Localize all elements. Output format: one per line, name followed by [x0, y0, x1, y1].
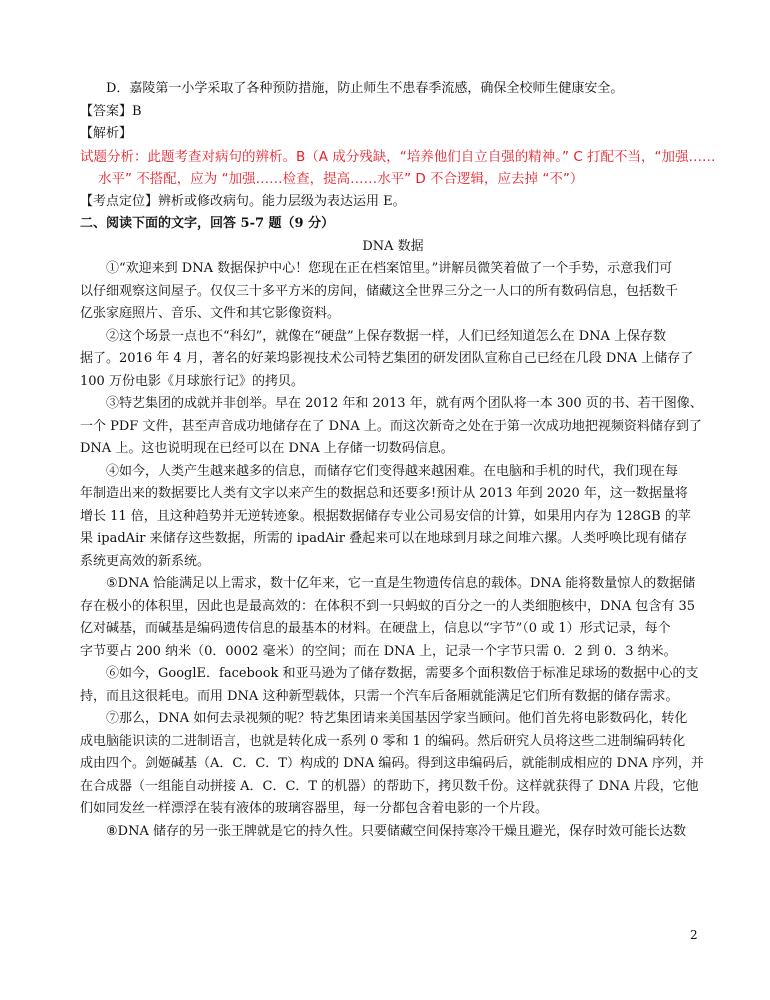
text-line: 据了。2016 年 4 月，著名的好莱坞影视技术公司特艺集团的研发团队宣称自己已经在几段 DNA 上储存了 [80, 351, 694, 366]
text-line: ⑥如今，GooglE．facebook 和亚马逊为了储存数据，需要多个面积数倍于标准足球场的数据中心的支 [106, 666, 699, 681]
text-line: 持，而且这很耗电。而用 DNA 这种新型载体，只需一个汽车后备厢就能满足它们所有数据的储存需求。 [80, 688, 679, 704]
page-content [80, 78, 716, 843]
text-line: ⑧DNA 储存的另一张王牌就是它的持久性。只要储藏空间保持寒冷干燥且避光，保存时效可能长达数 [106, 823, 686, 839]
analysis-text-line: 水平” 不搭配，应为 “加强……检查，提高……水平” D 不合逻辑，应去掉 “不”） [98, 171, 584, 187]
analysis-text-line: 试题分析：此题考查对病句的辨析。B（A 成分残缺，“培养他们自立自强的精神。” C 打配不当，“加强…… [80, 148, 716, 165]
text-line: 成电脑能识读的二进制语言，也就是转化成一系列 0 零和 1 的编码。然后研究人员将这些二进制编码转化 [80, 733, 686, 749]
text-line: ①“欢迎来到 DNA 数据保护中心！您现在正在档案馆里。”讲解员微笑着做了一个手势，示意我们可 [106, 261, 673, 276]
text-line: 存在极小的体积里，因此也是最高效的：在体积不到一只蚂蚁的百分之一的人类细胞核中，DNA 包含有 35 [80, 598, 695, 614]
text-line: 成由四个。剑姬碱基（A．C．C．T）构成的 DNA 编码。得到这串编码后，就能制成相应的 DNA 序列，并 [80, 756, 704, 771]
text-line: 【解析】 [80, 126, 133, 141]
text-line: 年制造出来的数据要比人类有文字以来产生的数据总和还要多!预计从 2013 年到 2020 年，这一数据量将 [80, 486, 688, 501]
text-line: 以仔细观察这间屋子。仅仅三十多平方米的房间，储藏这全世界三分之一人口的所有数码信息，包括数千 [80, 283, 679, 299]
text-line: ③特艺集团的成就并非创举。早在 2012 年和 2013 年，就有两个团队将一本 300 页的书、若干图像、 [106, 396, 703, 411]
text-line: ④如今，人类产生越来越多的信息，而储存它们变得越来越困难。在电脑和手机的时代，我们现在每 [106, 463, 679, 479]
text-line: 【答案】B [80, 103, 142, 119]
text-line: D．嘉陵第一小学采取了各种预防措施，防止师生不患春季流感，确保全校师生健康安全。 [106, 81, 624, 96]
text-line: 亿对碱基，而碱基是编码遗传信息的最基本的材料。在硬盘上，信息以“字节”（0 或 1）形式记录，每个 [80, 621, 671, 636]
article-title: DNA 数据 [362, 238, 424, 254]
text-line: 字节要占 200 纳米（0．0002 毫米）的空间；而在 DNA 上，记录一个字节只需 0．2 到 0．3 纳米。 [80, 643, 677, 659]
text-line: ②这个场景一点也不“科幻”，就像在“硬盘”上保存数据一样，人们已经知道怎么在 DNA 上保存数 [106, 328, 667, 344]
text-line: ⑤DNA 恰能满足以上需求，数十亿年来，它一直是生物遗传信息的载体。DNA 能将数量惊人的数据储 [106, 576, 696, 591]
text-line: 果 ipadAir 来储存这些数据，所需的 ipadAir 叠起来可以在地球到月球之间堆六摞。人类呼唤比现有储存 [80, 531, 688, 546]
text-line: 增长 11 倍，且这种趋势并无逆转迹象。根据数据储存专业公司易安信的计算，如果用内存为 128GB 的苹 [80, 508, 691, 524]
text-line: 一个 PDF 文件，甚至声音成功地储存在了 DNA 上。而这次新奇之处在于第一次成功地把视频资料储存到了 [80, 418, 702, 434]
text-line: 系统更高效的新系统。 [80, 553, 211, 569]
text-line: 们如同发丝一样漂浮在装有液体的玻璃容器里，每一分都包含着电影的一个片段。 [80, 801, 549, 816]
text-line: 在合成器（一组能自动拼接 A．C．C．T 的机器）的帮助下，拷贝数千份。这样就获得了 DNA 片段，它他 [80, 778, 699, 794]
text-line: 【考点定位】辨析或修改病句。能力层级为表达运用 E。 [80, 193, 406, 209]
text-line: ⑦那么，DNA 如何去录视频的呢？特艺集团请来美国基因学家当顾问。他们首先将电影数码化，转化 [106, 711, 688, 726]
section-heading: 二、阅读下面的文字，回答 5-7 题（9 分） [80, 216, 335, 231]
text-line: DNA 上。这也说明现在已经可以在 DNA 上存储一切数码信息。 [80, 441, 454, 456]
text-line: 亿张家庭照片、音乐、文件和其它影像资料。 [80, 306, 341, 321]
text-line: 100 万份电影《月球旅行记》的拷贝。 [80, 373, 304, 389]
page-number: 2 [690, 928, 698, 942]
